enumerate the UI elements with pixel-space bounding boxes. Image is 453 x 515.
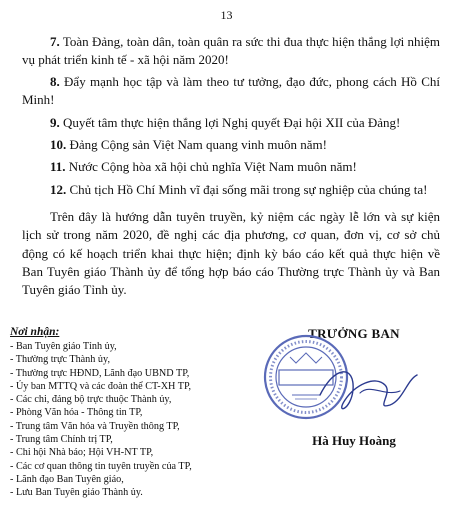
list-item: - Ban Tuyên giáo Tỉnh ủy,: [10, 341, 117, 352]
slogan-text: Quyết tâm thực hiện thắng lợi Nghị quyết Đại hội XII của Đảng!: [63, 115, 401, 130]
list-item: - Chi hội Nhà báo; Hội VH-NT TP,: [10, 447, 154, 459]
page-number: 13: [220, 8, 233, 22]
list-item: - Các chi, đảng bộ trực thuộc Thành ủy,: [10, 394, 172, 406]
list-item: - Các cơ quan thông tin tuyên truyền của TP,: [10, 460, 192, 472]
slogan-10: [22, 136, 440, 154]
slogan-11: [22, 158, 440, 176]
slogan-9: [22, 114, 440, 132]
list-item: - Lưu Ban Tuyên giáo Thành ủy.: [10, 487, 143, 499]
signer-title: TRƯỞNG BAN: [308, 326, 400, 341]
slogan-12: [22, 181, 440, 199]
slogan-number: 7.: [50, 34, 60, 49]
list-item: - Phòng Văn hóa - Thông tin TP,: [10, 407, 143, 419]
slogan-text: Đảng Cộng sản Việt Nam quang vinh muôn năm!: [69, 137, 327, 152]
slogan-number: 8.: [50, 74, 60, 89]
list-item: - Thường trực Thành ủy,: [10, 354, 110, 366]
slogan-text: Đẩy mạnh học tập và làm theo tư tưởng, đạo đức, phong cách Hồ Chí Minh!: [22, 74, 440, 107]
slogan-number: 11.: [50, 159, 66, 174]
recipients-heading: Nơi nhận:: [10, 326, 60, 338]
slogan-text: Nước Cộng hòa xã hội chủ nghĩa Việt Nam muôn năm!: [68, 159, 357, 174]
closing-paragraph: Trên đây là hướng dẫn tuyên truyền, kỷ niệm các ngày lễ lớn và sự kiện lịch sử trong năm 2020, đề nghị các địa phương, cơ quan, đơn vị, cơ sở chủ động có kế hoạch triển khai thực hiện; định kỳ báo cáo kết quả thực hiện về Ban Tuyên giáo Thành ủy để tổng hợp báo cáo Thường trực Thành ủy và Ban Tuyên giáo Tỉnh ủy.: [22, 209, 440, 298]
list-item: - Thường trực HĐND, Lãnh đạo UBND TP,: [10, 367, 190, 379]
slogan-text: Chủ tịch Hồ Chí Minh vĩ đại sống mãi trong sự nghiệp của chúng ta!: [69, 182, 428, 197]
recipients-block: [10, 325, 240, 500]
slogan-number: 10.: [50, 137, 67, 152]
list-item: - Trung tâm Văn hóa và Truyền thông TP,: [10, 420, 180, 432]
slogan-7: [22, 33, 440, 69]
slogan-text: Toàn Đảng, toàn dân, toàn quân ra sức thi đua thực hiện thắng lợi nhiệm vụ phát triển kinh tế - xã hội năm 2020!: [22, 34, 440, 67]
signer-name: Hà Huy Hoàng: [312, 433, 396, 448]
slogan-number: 9.: [50, 115, 60, 130]
slogan-8: [22, 73, 440, 109]
list-item: - Ủy ban MTTQ và các đoàn thể CT-XH TP,: [10, 380, 192, 392]
list-item: - Lãnh đạo Ban Tuyên giáo,: [10, 473, 124, 485]
handwritten-signature-icon: [315, 355, 425, 425]
slogan-number: 12.: [50, 182, 67, 197]
list-item: - Trung tâm Chính trị TP,: [10, 434, 113, 446]
recipients-list: [10, 340, 240, 500]
